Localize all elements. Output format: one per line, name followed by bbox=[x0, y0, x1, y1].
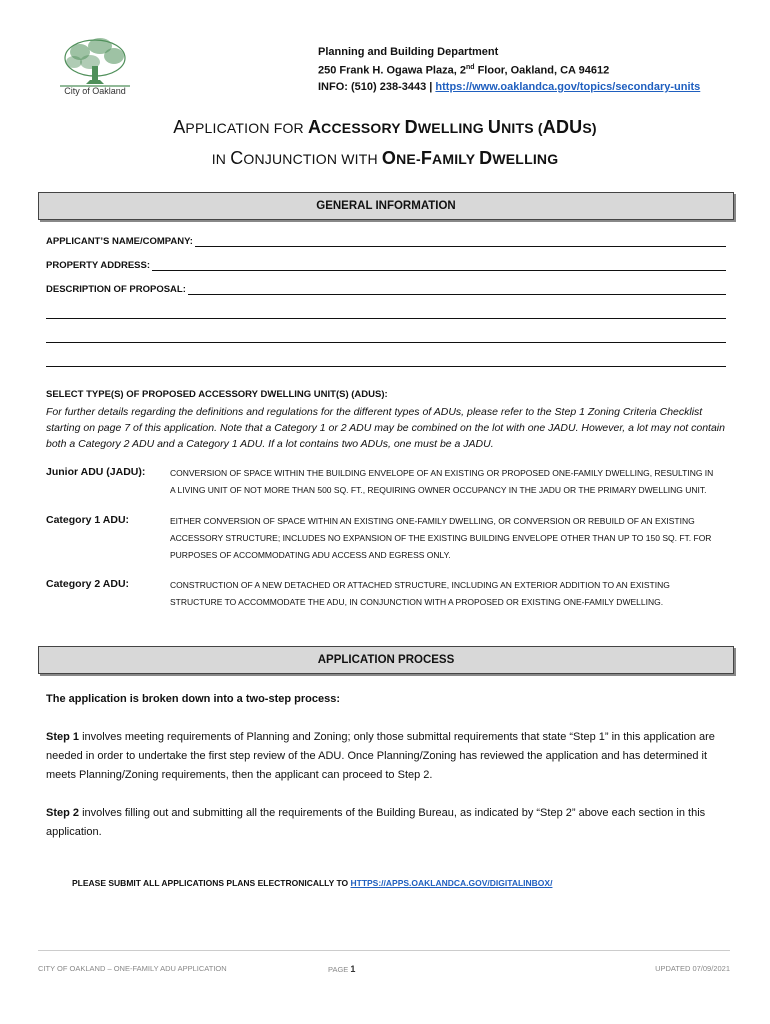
t: A bbox=[173, 117, 186, 137]
address-part: 250 Frank H. Ogawa Plaza, 2 bbox=[318, 64, 466, 77]
footer-divider bbox=[38, 950, 730, 951]
t: IN bbox=[211, 151, 231, 167]
submit-instructions bbox=[72, 878, 552, 888]
adu-type-description-category-1: EITHER CONVERSION OF SPACE WITHIN AN EXISTING ONE-FAMILY DWELLING, OR CONVERSION OR REBUILD OF AN EXISTING ACCESSORY STRUCTURE; INCLUDES NO EXPANSION OF THE EXISTING BUILDING ENVELOPE OTHER THAN UP TO 150 SQ. FT. FOR PURPOSES OF ACCOMMODATING ADU ACCESS AND EGRESS ONLY. bbox=[170, 516, 712, 560]
department-address bbox=[318, 60, 700, 79]
description-line[interactable] bbox=[188, 284, 726, 295]
step-2-text: involves filling out and submitting all the requirements of the Building Bureau, as indicated by “Step 2” above each section in this application. bbox=[46, 807, 706, 838]
adu-type-label-category-2[interactable]: Category 2 ADU: bbox=[46, 578, 130, 590]
page-title bbox=[0, 112, 770, 174]
department-info bbox=[318, 79, 700, 95]
process-step-2 bbox=[46, 804, 730, 842]
address-part-2: Floor, Oakland, CA 94612 bbox=[474, 64, 610, 77]
address-sup: nd bbox=[465, 64, 475, 71]
adu-type-label-jadu[interactable]: Junior ADU (JADU): bbox=[46, 466, 146, 478]
general-information-heading: GENERAL INFORMATION bbox=[38, 192, 734, 220]
t: O bbox=[381, 148, 397, 168]
t: PPLICATION FOR bbox=[185, 120, 308, 136]
t: CCESSORY bbox=[321, 120, 405, 136]
t: AMILY bbox=[432, 151, 480, 167]
t: ONJUNCTION WITH bbox=[243, 151, 382, 167]
title-line-2 bbox=[0, 143, 770, 174]
t: A bbox=[307, 117, 322, 137]
t: ADU bbox=[542, 117, 583, 137]
page-label: PAGE bbox=[328, 965, 351, 974]
submit-text: PLEASE SUBMIT ALL APPLICATIONS PLANS ELECTRONICALLY TO bbox=[72, 878, 351, 888]
footer-document-name: CITY OF OAKLAND – ONE-FAMILY ADU APPLICATION bbox=[38, 964, 227, 973]
t: WELLING bbox=[417, 120, 488, 136]
step-1-text: involves meeting requirements of Planning and Zoning; only those submittal requirements that state “Step 1” in this application are needed in order to undertake the first step review of the ADU. Once Planning/Zoning has reviewed the application and has determined it meets Planning/Zoning requirements, then the applicant can proceed to Step 2. bbox=[46, 731, 715, 781]
description-label: DESCRIPTION OF PROPOSAL: bbox=[46, 284, 186, 295]
property-address-line[interactable] bbox=[152, 260, 726, 271]
logo-caption: City of Oakland bbox=[64, 86, 126, 96]
step-2-label: Step 2 bbox=[46, 807, 80, 819]
info-phone: INFO: (510) 238-3443 | bbox=[318, 80, 436, 93]
adu-type-description-jadu: CONVERSION OF SPACE WITHIN THE BUILDING ENVELOPE OF AN EXISTING OR PROPOSED ONE-FAMILY DWELLING, RESULTING IN A LIVING UNIT OF NOT MORE THAN 500 SQ. FT., REQUIRING OWNER OCCUPANCY IN THE JADU OR THE PRIMARY DWELLING UNIT. bbox=[170, 468, 714, 495]
adu-type-description-category-2: CONSTRUCTION OF A NEW DETACHED OR ATTACHED STRUCTURE, INCLUDING AN EXTERIOR ADDITION TO AN EXISTING STRUCTURE TO ACCOMMODATE THE ADU, IN CONJUNCTION WITH A PROPOSED OR EXISTING ONE-FAMILY DWELLING. bbox=[170, 580, 670, 607]
select-adu-type-heading: SELECT TYPE(S) OF PROPOSED ACCESSORY DWELLING UNIT(S) (ADUS): bbox=[46, 389, 388, 400]
department-name: Planning and Building Department bbox=[318, 46, 499, 58]
t: NITS ( bbox=[501, 120, 543, 136]
description-field[interactable] bbox=[46, 284, 726, 295]
property-address-label: PROPERTY ADDRESS: bbox=[46, 260, 150, 271]
applicant-name-label: APPLICANT’S NAME/COMPANY: bbox=[46, 236, 193, 247]
step-1-label: Step 1 bbox=[46, 731, 80, 743]
secondary-units-link[interactable]: https://www.oaklandca.gov/topics/secondary-units bbox=[435, 80, 701, 93]
page-num: 1 bbox=[350, 964, 356, 974]
department-header bbox=[318, 44, 700, 95]
title-line-1 bbox=[0, 112, 770, 143]
t: U bbox=[487, 117, 502, 137]
t: C bbox=[230, 148, 244, 168]
property-address-field[interactable] bbox=[46, 260, 726, 271]
process-step-1 bbox=[46, 728, 730, 785]
applicant-name-field[interactable] bbox=[46, 236, 726, 247]
t: WELLING bbox=[492, 151, 559, 167]
footer-updated-date: UPDATED 07/09/2021 bbox=[655, 964, 730, 973]
application-process-heading: APPLICATION PROCESS bbox=[38, 646, 734, 674]
description-line-4[interactable] bbox=[46, 366, 726, 367]
footer-page-number bbox=[328, 964, 355, 974]
t: F bbox=[420, 148, 433, 168]
description-line-2[interactable] bbox=[46, 318, 726, 319]
t: D bbox=[479, 148, 493, 168]
t: NE- bbox=[396, 151, 421, 167]
process-intro: The application is broken down into a two-step process: bbox=[46, 693, 340, 705]
description-line-3[interactable] bbox=[46, 342, 726, 343]
select-adu-type-note: For further details regarding the definitions and regulations for the different types of ADUs, please refer to the Step 1 Zoning Criteria Checklist starting on page 7 of this application. Note that a Category 1 or 2 ADU may be combined on the lot with one JADU. However, a lot may not contain both a Category 2 ADU and a Category 1 ADU. If a lot contains two ADUs, one must be a JADU. bbox=[46, 406, 725, 450]
digital-inbox-link[interactable]: HTTPS://APPS.OAKLANDCA.GOV/DIGITALINBOX/ bbox=[350, 878, 553, 888]
applicant-name-line[interactable] bbox=[195, 236, 726, 247]
adu-type-label-category-1[interactable]: Category 1 ADU: bbox=[46, 514, 130, 526]
t: D bbox=[404, 117, 418, 137]
t: S) bbox=[582, 120, 597, 136]
